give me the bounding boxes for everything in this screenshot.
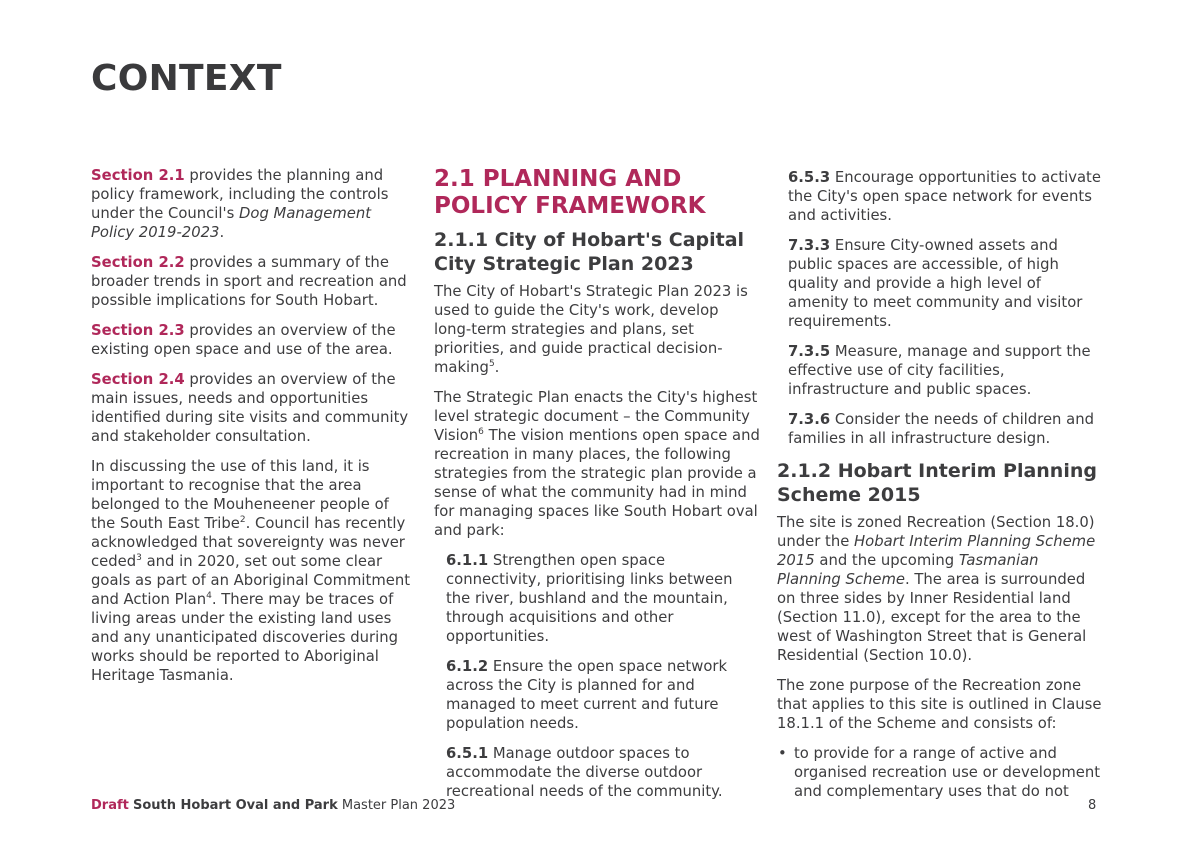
paragraph-text: In discussing the use of this land, it is important to recognise that the area belonged to the Mouheneener people of the South East Tribe: [91, 458, 389, 532]
paragraph-text: provides an overview of the main issues, needs and opportunities identified during site visits and community and stakeholder consultation.: [91, 371, 409, 445]
strategy-text: Strengthen open space connectivity, prioritising links between the river, bushland and the mountain, through acquisitions and other opportunities.: [446, 552, 733, 645]
zone-purpose-list: [777, 744, 1102, 801]
strategy-item: [777, 410, 1102, 448]
page-number: 8: [1088, 798, 1097, 813]
footer-document-title: Master Plan 2023: [337, 798, 456, 813]
paragraph-text: provides the planning and policy framework, including the controls under the Council's: [91, 167, 389, 222]
footnote-ref: 3: [136, 553, 142, 564]
policy-title: Dog Management Policy 2019-2023: [91, 205, 372, 241]
section-ref: Section 2.3: [91, 322, 185, 339]
footer-project-name: South Hobart Oval and Park: [133, 798, 338, 813]
footer-draft-label: Draft: [91, 798, 129, 813]
strategy-code: 7.3.6: [788, 411, 831, 428]
paragraph-zone-purpose: The zone purpose of the Recreation zone that applies to this site is outlined in Clause 18.1.1 of the Scheme and consists of:: [777, 677, 1102, 732]
paragraph-text: provides an overview of the existing open space and use of the area.: [91, 322, 396, 358]
paragraph-text: . There may be traces of living areas under the existing land uses and any unanticipated discoveries during works should be reported to Aboriginal Heritage Tasmania.: [91, 591, 398, 684]
section-ref: Section 2.2: [91, 254, 185, 271]
strategy-item: [434, 744, 760, 801]
strategy-item: [434, 657, 760, 733]
column-planning-scheme: [777, 168, 1102, 801]
list-item-text: to provide for a range of active and organised recreation use or development and complementary uses that do not: [794, 745, 1101, 800]
strategy-item: [777, 342, 1102, 399]
paragraph-section-2-1: [91, 166, 416, 242]
scheme-title: Tasmanian Planning Scheme: [777, 552, 1039, 588]
strategy-item: [434, 551, 760, 646]
footnote-ref: 6: [478, 427, 484, 438]
paragraph-section-2-2: [91, 253, 416, 310]
paragraph-strategic-plan: [434, 282, 760, 377]
footnote-ref: 4: [206, 591, 212, 602]
paragraph-text: The vision mentions open space and recreation in many places, the following strategies from the strategic plan provide a sense of what the community had in mind for managing spaces like South Hobart oval and park:: [434, 427, 760, 539]
bullet: •: [778, 745, 787, 762]
paragraph-text: and the upcoming: [814, 552, 959, 569]
footer: [91, 798, 455, 813]
footnote-ref: 2: [239, 515, 246, 526]
column-intro: [91, 166, 416, 696]
column-planning: [434, 166, 760, 812]
list-item: [777, 744, 1102, 801]
paragraph-text: and in 2020, set out some clear goals as part of an Aboriginal Commitment and Action Plan: [91, 553, 411, 608]
paragraph-text: The City of Hobart's Strategic Plan 2023 is used to guide the City's work, develop long-term strategies and plans, set priorities, and guide practical decision-making: [434, 283, 748, 376]
paragraph-zoning: [777, 513, 1102, 665]
strategy-code: 6.1.1: [446, 552, 489, 569]
strategy-text: Encourage opportunities to activate the City's open space network for events and activities.: [788, 169, 1101, 224]
scheme-title: Hobart Interim Planning Scheme 2015: [777, 533, 1096, 569]
strategy-text: Measure, manage and support the effective use of city facilities, infrastructure and public spaces.: [788, 343, 1091, 398]
strategy-code: 7.3.3: [788, 237, 831, 254]
strategy-code: 6.5.3: [788, 169, 831, 186]
paragraph-acknowledgement: [91, 457, 416, 685]
strategy-text: Consider the needs of children and families in all infrastructure design.: [788, 411, 1094, 447]
paragraph-section-2-3: [91, 321, 416, 359]
paragraph-text: . Council has recently acknowledged that sovereignty was never ceded: [91, 515, 406, 570]
strategy-code: 6.1.2: [446, 658, 489, 675]
strategy-code: 7.3.5: [788, 343, 831, 360]
paragraph-text: .: [219, 224, 225, 241]
paragraph-text: . The area is surrounded on three sides by Inner Residential land (Section 11.0), except for the area to the west of Washington Street that is General Residential (Section 10.0).: [777, 571, 1087, 664]
strategy-item: [777, 236, 1102, 331]
section-heading: 2.1 PLANNING AND POLICY FRAMEWORK: [434, 166, 706, 219]
paragraph-community-vision: [434, 388, 760, 540]
section-ref: Section 2.4: [91, 371, 185, 388]
strategy-item: [777, 168, 1102, 225]
strategy-text: Ensure City-owned assets and public spaces are accessible, of high quality and provide a high level of amenity to meet community and visitor requirements.: [788, 237, 1083, 330]
footnote-ref: 5: [488, 359, 495, 370]
strategy-text: Ensure the open space network across the City is planned for and managed to meet current and future population needs.: [446, 658, 728, 732]
paragraph-text: The Strategic Plan enacts the City's highest level strategic document – the Community Vision: [434, 389, 758, 444]
section-ref: Section 2.1: [91, 167, 185, 184]
paragraph-text: provides a summary of the broader trends in sport and recreation and possible implications for South Hobart.: [91, 254, 407, 309]
paragraph-text: .: [494, 359, 500, 376]
strategy-text: Manage outdoor spaces to accommodate the diverse outdoor recreational needs of the community.: [446, 745, 723, 800]
paragraph-text: The site is zoned Recreation (Section 18.0) under the: [777, 514, 1095, 550]
subsection-heading: 2.1.2 Hobart Interim Planning Scheme 2015: [777, 460, 1097, 506]
paragraph-section-2-4: [91, 370, 416, 446]
strategy-code: 6.5.1: [446, 745, 489, 762]
page-title: CONTEXT: [91, 58, 282, 99]
subsection-heading: 2.1.1 City of Hobart's Capital City Strategic Plan 2023: [434, 229, 745, 275]
